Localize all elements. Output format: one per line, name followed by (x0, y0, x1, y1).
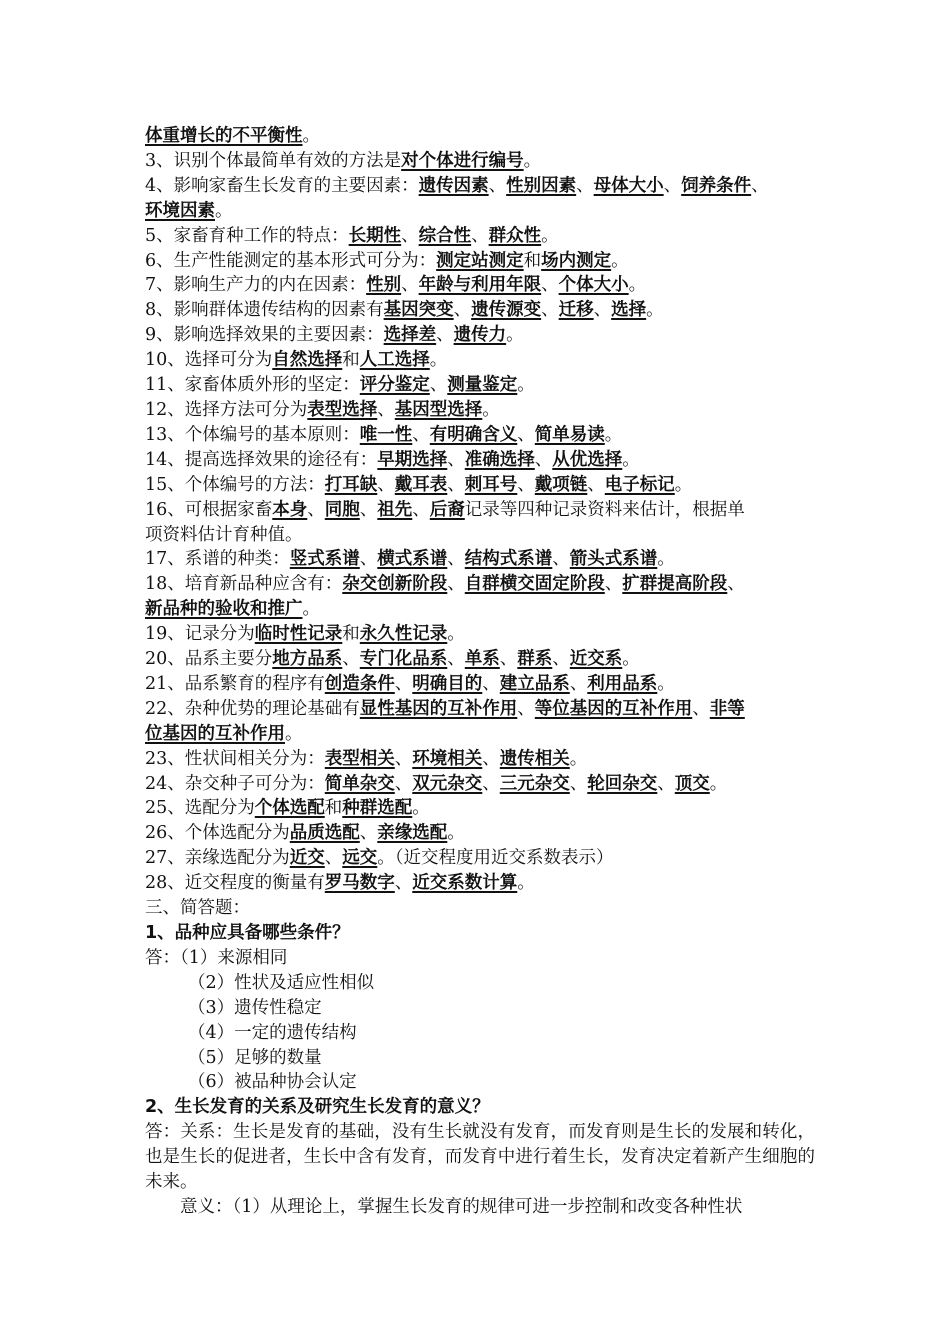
text-run: 、 (377, 399, 395, 420)
text-run: 、 (324, 848, 343, 869)
answer-blank: 个体大小 (558, 275, 629, 296)
answer-blank: 遗传源变 (471, 300, 542, 321)
text-run: 、 (657, 773, 675, 794)
answer-blank: 场内测定 (541, 250, 612, 271)
text-line (145, 747, 815, 772)
text-run: 。 (285, 723, 303, 744)
text-run: （4）一定的遗传结构 (188, 1022, 357, 1043)
text-line (145, 821, 815, 846)
answer-blank: 表型相关 (324, 748, 395, 769)
answer-blank: 选择 (611, 300, 647, 321)
text-run: 。 (447, 624, 465, 645)
answer-blank: 专门化品系 (359, 649, 448, 670)
text-run: 答：（1）来源相同 (145, 947, 288, 968)
text-run: 19、记录分为 (145, 624, 255, 645)
text-run: 、 (482, 773, 500, 794)
answer-blank: 测定站测定 (436, 250, 524, 271)
answer-blank: 近交系数计算 (412, 873, 518, 894)
text-line (145, 124, 815, 149)
text-line (145, 921, 815, 946)
text-line (145, 946, 815, 971)
answer-blank: 位基因的互补作用 (145, 723, 285, 744)
answer-blank: 评分鉴定 (359, 375, 430, 396)
text-run: 22、杂种优势的理论基础有 (145, 698, 360, 719)
text-run: 26、个体选配分为 (145, 823, 290, 844)
text-line (145, 498, 815, 523)
text-run: 项资料估计育种值。 (145, 524, 303, 545)
answer-blank: 刺耳号 (464, 474, 518, 495)
text-run: 。 (429, 350, 448, 371)
answer-blank: 单系 (464, 649, 500, 670)
answer-blank: 自群横交固定阶段 (464, 574, 605, 595)
text-run: 。 (541, 225, 559, 246)
answer-blank: 明确目的 (412, 673, 483, 694)
text-run: 、 (307, 499, 325, 520)
text-run: （2）性状及适应性相似 (188, 972, 375, 993)
text-line (145, 423, 815, 448)
text-run: 、 (552, 649, 570, 670)
text-run: 三、简答题： (145, 898, 250, 919)
document-page (145, 124, 815, 1220)
text-run: 、 (663, 175, 682, 196)
text-run: 。 (611, 250, 629, 271)
text-run: 、 (471, 225, 489, 246)
text-run: 3、识别个体最简单有效的方法是 (145, 150, 402, 171)
text-line (145, 996, 815, 1021)
answer-blank: 简单杂交 (324, 773, 395, 794)
text-run: 。 (569, 748, 588, 769)
text-run: 、 (453, 300, 472, 321)
text-run: 、 (727, 574, 745, 595)
text-line (145, 1120, 815, 1195)
text-run: 、 (569, 673, 588, 694)
text-run: 、 (552, 549, 570, 570)
text-run: 24、杂交种子可分为： (145, 773, 325, 794)
answer-blank: 等位基因的互补作用 (534, 698, 693, 719)
text-run: 、 (412, 499, 430, 520)
text-run: 、 (604, 574, 623, 595)
answer-blank: 品质选配 (289, 823, 360, 844)
text-run: 18、培育新品种应含有： (145, 574, 343, 595)
text-run: 。 (215, 200, 233, 221)
answer-blank: 表型选择 (307, 399, 378, 420)
text-run: 。 (604, 424, 623, 445)
text-run: 、 (394, 748, 413, 769)
text-run: 17、系谱的种类： (145, 549, 290, 570)
text-run: 和 (523, 250, 542, 271)
text-run: 、 (576, 175, 594, 196)
text-run: 12、选择方法可分为 (145, 399, 308, 420)
answer-blank: 群系 (517, 649, 553, 670)
question-heading: 2、生长发育的关系及研究生长发育的意义？ (145, 1097, 490, 1118)
text-run: 。 (674, 474, 693, 495)
answer-blank: 人工选择 (359, 350, 430, 371)
answer-blank: 地方品系 (272, 649, 343, 670)
text-line (145, 174, 815, 199)
answer-blank: 对个体进行编号 (401, 150, 524, 171)
text-line (145, 1021, 815, 1046)
text-run: 。 (447, 823, 465, 844)
text-run: 、 (482, 673, 500, 694)
text-run: 、 (394, 773, 413, 794)
answer-blank: 轮回杂交 (587, 773, 658, 794)
answer-blank: 三元杂交 (499, 773, 570, 794)
answer-blank: 综合性 (418, 225, 472, 246)
text-run: 意义：（1）从理论上，掌握生长发育的规律可进一步控制和改变各种性状 (180, 1196, 743, 1217)
answer-blank: 种群选配 (342, 798, 413, 819)
answer-blank: 近交 (289, 848, 325, 869)
text-run: 答：关系：生长是发育的基础，没有生长就没有发育，而发育则是生长的发展和转化，也是生长的促进者，生长中含有发育，而发育中进行着生长，发育决定着新产生细胞的未来。 (145, 1122, 815, 1193)
text-run: 记录等四种记录资料来估计，根据单 (464, 499, 745, 520)
text-run: 7、影响生产力的内在因素： (145, 275, 367, 296)
answer-blank: 建立品系 (499, 673, 570, 694)
text-run: （5）足够的数量 (188, 1047, 322, 1068)
text-line (145, 224, 815, 249)
answer-blank: 年龄与利用年限 (418, 275, 542, 296)
answer-blank: 戴项链 (534, 474, 588, 495)
text-line (145, 348, 815, 373)
text-line (145, 298, 815, 323)
answer-blank: 基因突变 (383, 300, 454, 321)
text-line (145, 871, 815, 896)
text-run: 和 (342, 624, 360, 645)
answer-blank: 扩群提高阶段 (622, 574, 728, 595)
text-run: 、 (394, 673, 413, 694)
text-line (145, 796, 815, 821)
text-run: 、 (517, 698, 535, 719)
text-run: 。 (302, 599, 320, 620)
answer-blank: 群众性 (488, 225, 542, 246)
text-line (145, 672, 815, 697)
text-run: 。 (517, 375, 535, 396)
answer-blank: 新品种的验收和推广 (145, 599, 303, 620)
text-run: 。 (506, 325, 524, 346)
text-run: （3）遗传性稳定 (188, 997, 322, 1018)
text-run: 、 (541, 275, 559, 296)
text-run: 、 (517, 424, 535, 445)
text-run: 、 (394, 873, 413, 894)
answer-blank: 结构式系谱 (464, 549, 553, 570)
text-run: 10、选择可分为 (145, 350, 273, 371)
text-run: 和 (324, 798, 343, 819)
answer-blank: 远交 (342, 848, 378, 869)
text-run: 、 (447, 649, 465, 670)
text-line (145, 473, 815, 498)
text-run: 。 (517, 873, 535, 894)
text-line (145, 149, 815, 174)
answer-blank: 箭头式系谱 (569, 549, 658, 570)
answer-blank: 遗传力 (453, 325, 507, 346)
answer-blank: 饲养条件 (681, 175, 752, 196)
answer-blank: 基因型选择 (394, 399, 483, 420)
text-run: 20、品系主要分 (145, 649, 273, 670)
text-line (145, 647, 815, 672)
text-line (145, 1195, 815, 1220)
text-line (145, 572, 815, 597)
text-run: 、 (359, 549, 378, 570)
text-line (145, 896, 815, 921)
text-run: 、 (401, 275, 419, 296)
answer-blank: 性别因素 (506, 175, 577, 196)
text-run: 、 (447, 574, 465, 595)
text-run: 、 (401, 225, 419, 246)
text-run: 。 (657, 549, 675, 570)
text-run: 、 (412, 424, 430, 445)
text-run: 14、提高选择效果的途径有： (145, 449, 378, 470)
text-run: 、 (499, 649, 518, 670)
answer-blank: 同胞 (324, 499, 360, 520)
text-run: 。 (622, 649, 640, 670)
text-run: 15、个体编号的方法： (145, 474, 325, 495)
text-run: 、 (447, 449, 465, 470)
text-line (145, 373, 815, 398)
answer-blank: 从优选择 (552, 449, 623, 470)
text-line (145, 846, 815, 871)
text-line (145, 547, 815, 572)
text-run: 21、品系繁育的程序有 (145, 673, 325, 694)
answer-blank: 选择差 (383, 325, 437, 346)
text-run: 、 (377, 474, 395, 495)
text-run: 16、可根据家畜 (145, 499, 273, 520)
text-run: 。 (657, 673, 675, 694)
text-run: 6、生产性能测定的基本形式可分为： (145, 250, 437, 271)
answer-blank: 横式系谱 (377, 549, 448, 570)
text-line (145, 249, 815, 274)
text-line (145, 1046, 815, 1071)
answer-blank: 杂交创新阶段 (342, 574, 448, 595)
text-run: 9、影响选择效果的主要因素： (145, 325, 384, 346)
text-run: 、 (517, 474, 535, 495)
text-run: 23、性状间相关分为： (145, 748, 325, 769)
text-run: 5、家畜育种工作的特点： (145, 225, 349, 246)
text-run: 。 (709, 773, 728, 794)
answer-blank: 临时性记录 (254, 624, 343, 645)
answer-blank: 非等 (709, 698, 745, 719)
answer-blank: 后裔 (429, 499, 465, 520)
text-run: 25、选配分为 (145, 798, 255, 819)
text-run: 。 (622, 449, 640, 470)
text-run: （6）被品种协会认定 (188, 1072, 357, 1093)
text-run: 、 (436, 325, 454, 346)
text-run: 、 (359, 499, 378, 520)
text-run: 和 (342, 350, 360, 371)
text-run: 。 (412, 798, 430, 819)
answer-blank: 性别 (366, 275, 402, 296)
answer-blank: 祖先 (377, 499, 413, 520)
answer-blank: 双元杂交 (412, 773, 483, 794)
answer-blank: 本身 (272, 499, 308, 520)
text-run: 、 (569, 773, 588, 794)
text-line (145, 971, 815, 996)
text-run: 。 (523, 150, 542, 171)
text-line (145, 697, 815, 722)
answer-blank: 环境因素 (145, 200, 215, 221)
answer-blank: 有明确含义 (429, 424, 518, 445)
text-run: 、 (534, 449, 553, 470)
text-line (145, 448, 815, 473)
answer-blank: 戴耳表 (394, 474, 448, 495)
answer-blank: 体重增长的不平衡性 (145, 126, 303, 146)
text-run: 、 (692, 698, 710, 719)
answer-blank: 迁移 (558, 300, 594, 321)
answer-blank: 顶交 (674, 773, 710, 794)
text-run: 。 (302, 126, 320, 146)
answer-blank: 电子标记 (604, 474, 675, 495)
answer-blank: 唯一性 (359, 424, 413, 445)
text-line (145, 398, 815, 423)
answer-blank: 利用品系 (587, 673, 658, 694)
answer-blank: 遗传相关 (499, 748, 570, 769)
text-run: 。（近交程度用近交系数表示） (377, 848, 614, 869)
answer-blank: 长期性 (348, 225, 402, 246)
text-line (145, 772, 815, 797)
answer-blank: 简单易读 (534, 424, 605, 445)
answer-blank: 创造条件 (324, 673, 395, 694)
text-run: 。 (628, 275, 647, 296)
text-run: 28、近交程度的衡量有 (145, 873, 325, 894)
answer-blank: 显性基因的互补作用 (359, 698, 518, 719)
text-run: 4、影响家畜生长发育的主要因素： (145, 175, 419, 196)
text-run: 、 (342, 649, 360, 670)
answer-blank: 永久性记录 (359, 624, 448, 645)
text-run: 8、影响群体遗传结构的因素有 (145, 300, 384, 321)
text-run: 、 (751, 175, 769, 196)
answer-blank: 打耳缺 (324, 474, 378, 495)
text-line (145, 273, 815, 298)
text-run: 、 (587, 474, 605, 495)
text-run: 27、亲缘选配分为 (145, 848, 290, 869)
answer-blank: 竖式系谱 (289, 549, 360, 570)
text-line (145, 199, 815, 224)
text-line (145, 1095, 815, 1120)
answer-blank: 自然选择 (272, 350, 343, 371)
text-run: 、 (447, 549, 465, 570)
text-run: 、 (447, 474, 465, 495)
text-run: 。 (646, 300, 664, 321)
text-run: 13、个体编号的基本原则： (145, 424, 360, 445)
text-run: 。 (482, 399, 500, 420)
answer-blank: 遗传因素 (418, 175, 489, 196)
text-run: 、 (541, 300, 559, 321)
answer-blank: 近交系 (569, 649, 623, 670)
answer-blank: 准确选择 (464, 449, 535, 470)
text-line (145, 323, 815, 348)
text-run: 、 (482, 748, 500, 769)
text-line (145, 622, 815, 647)
text-run: 11、家畜体质外形的坚定： (145, 375, 360, 396)
question-heading: 1、品种应具备哪些条件？ (145, 923, 350, 943)
text-line (145, 722, 815, 747)
text-run: 、 (488, 175, 507, 196)
text-line (145, 597, 815, 622)
text-line (145, 1070, 815, 1095)
answer-blank: 环境相关 (412, 748, 483, 769)
answer-blank: 个体选配 (254, 798, 325, 819)
answer-blank: 罗马数字 (324, 873, 395, 894)
text-run: 、 (429, 375, 448, 396)
answer-blank: 母体大小 (593, 175, 664, 196)
text-run: 、 (359, 823, 378, 844)
text-line (145, 523, 815, 548)
text-run: 、 (593, 300, 612, 321)
answer-blank: 测量鉴定 (447, 375, 518, 396)
answer-blank: 早期选择 (377, 449, 448, 470)
answer-blank: 亲缘选配 (377, 823, 448, 844)
